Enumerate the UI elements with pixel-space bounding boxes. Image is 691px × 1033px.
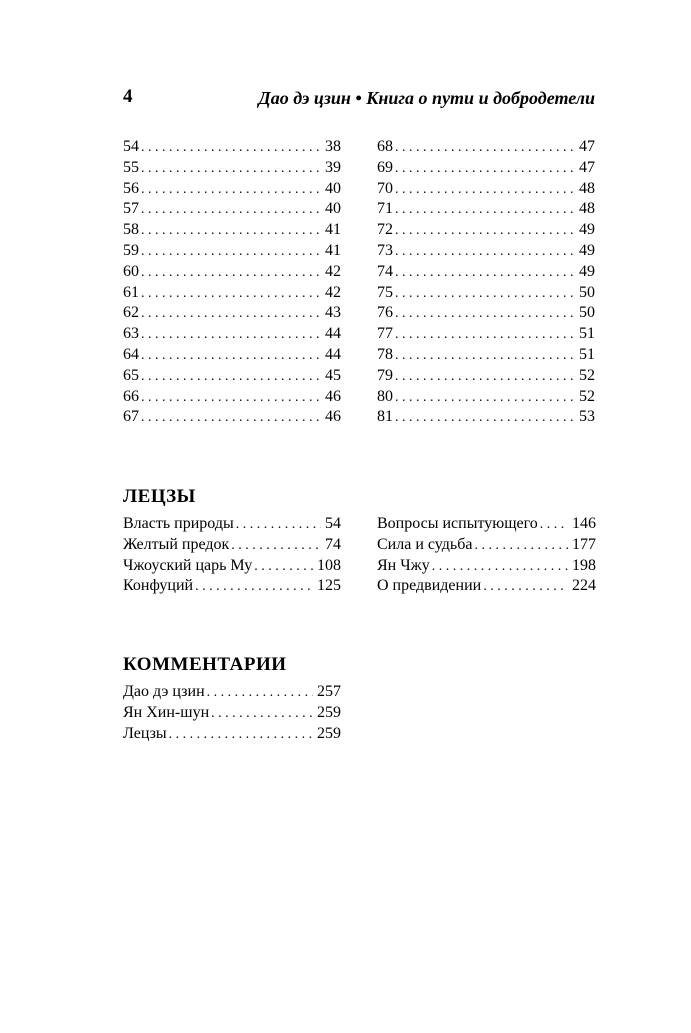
- toc-entry-label: 67: [123, 408, 139, 426]
- toc-entry-label: 61: [123, 283, 139, 301]
- toc-entry-page: 46: [325, 387, 341, 405]
- toc-entry-page: 42: [325, 283, 341, 301]
- toc-entry-label: 81: [377, 408, 393, 426]
- toc-entry-page: 50: [579, 304, 595, 322]
- dot-leader: [141, 284, 321, 305]
- toc-entry: [377, 576, 596, 597]
- dot-leader: [141, 221, 321, 242]
- toc-entry-label: Вопросы испытующего: [377, 515, 538, 532]
- toc-entry-page: 48: [579, 179, 595, 197]
- toc-entry-page: 38: [325, 138, 341, 155]
- toc-entry: [377, 556, 596, 577]
- dot-leader: [141, 242, 321, 263]
- toc-entry-label: 54: [123, 138, 139, 155]
- toc-entry: [123, 324, 341, 345]
- toc-entry-label: 62: [123, 304, 139, 322]
- toc-entry-page: 40: [325, 200, 341, 218]
- toc-entry-page: 41: [325, 241, 341, 259]
- running-title: Дао дэ цзин • Книга о пути и добродетели: [258, 88, 595, 108]
- toc-entry-page: 50: [579, 283, 595, 301]
- toc-entry-page: 39: [325, 158, 341, 176]
- dot-leader: [395, 200, 575, 221]
- toc-entry-label: 80: [377, 387, 393, 405]
- toc-entry-label: 68: [377, 138, 393, 155]
- toc-entry: [377, 407, 595, 428]
- toc-entry-page: 108: [317, 556, 341, 574]
- toc-entry-page: 49: [579, 262, 595, 280]
- toc-entry: [377, 303, 595, 324]
- toc-entry-page: 43: [325, 304, 341, 322]
- toc-entry-label: О предвидении: [377, 577, 482, 595]
- liezi-left-column: [123, 514, 341, 597]
- toc-entry-label: Ян Чжу: [377, 556, 430, 574]
- toc-entry-label: Лецзы: [123, 724, 167, 742]
- dot-leader: [231, 536, 321, 557]
- toc-entry: [377, 241, 595, 262]
- toc-entry-label: 65: [123, 366, 139, 384]
- toc-entry-page: 259: [317, 724, 341, 742]
- toc-entry: [123, 556, 341, 577]
- toc-entry-page: 51: [579, 345, 595, 363]
- dot-leader: [395, 284, 575, 305]
- toc-entry-label: Конфуций: [123, 577, 194, 595]
- dot-leader: [395, 346, 575, 367]
- toc-entry-label: Чжоуский царь Му: [123, 556, 253, 574]
- toc-entry: [123, 179, 341, 200]
- dot-leader: [474, 536, 568, 557]
- dot-leader: [395, 242, 575, 263]
- dot-leader: [254, 557, 313, 578]
- dot-leader: [141, 346, 321, 367]
- toc-entry-label: 56: [123, 179, 139, 197]
- dot-leader: [395, 304, 575, 325]
- toc-entry-label: 58: [123, 221, 139, 239]
- dot-leader: [169, 725, 313, 746]
- toc-entry-page: 146: [572, 515, 596, 532]
- dot-leader: [395, 221, 575, 242]
- toc-entry-page: 74: [325, 535, 341, 553]
- toc-entry-page: 52: [579, 387, 595, 405]
- toc-entry-label: 72: [377, 221, 393, 239]
- chapters-right-column: [377, 137, 595, 428]
- toc-entry-page: 257: [317, 683, 341, 700]
- toc-entry: [123, 576, 341, 597]
- dot-leader: [141, 388, 321, 409]
- toc-entry-label: 76: [377, 304, 393, 322]
- dot-leader: [483, 577, 568, 598]
- toc-entry-label: 66: [123, 387, 139, 405]
- liezi-heading: ЛЕЦЗЫ: [123, 486, 196, 507]
- dot-leader: [141, 200, 321, 221]
- toc-entry-label: Власть природы: [123, 515, 234, 532]
- toc-entry-label: Сила и судьба: [377, 535, 473, 553]
- toc-entry-label: 60: [123, 262, 139, 280]
- toc-entry-page: 125: [317, 577, 341, 595]
- toc-entry-label: 69: [377, 158, 393, 176]
- toc-entry: [123, 703, 341, 724]
- toc-entry: [123, 158, 341, 179]
- page-number: 4: [123, 86, 133, 107]
- dot-leader: [195, 577, 313, 598]
- toc-entry-label: Желтый предок: [123, 535, 230, 553]
- toc-entry-label: 79: [377, 366, 393, 384]
- toc-entry-label: 59: [123, 241, 139, 259]
- toc-entry: [123, 199, 341, 220]
- toc-entry: [123, 220, 341, 241]
- toc-entry-label: 77: [377, 325, 393, 343]
- toc-entry-page: 44: [325, 325, 341, 343]
- dot-leader: [141, 408, 321, 429]
- dot-leader: [395, 388, 575, 409]
- toc-entry-label: 71: [377, 200, 393, 218]
- toc-entry: [123, 303, 341, 324]
- toc-entry-label: 78: [377, 345, 393, 363]
- toc-entry: [123, 262, 341, 283]
- toc-entry: [123, 366, 341, 387]
- dot-leader: [395, 138, 575, 159]
- dot-leader: [395, 180, 575, 201]
- toc-entry-label: Ян Хин-шун: [123, 703, 210, 721]
- toc-entry: [377, 220, 595, 241]
- dot-leader: [207, 683, 313, 704]
- toc-entry: [123, 387, 341, 408]
- toc-entry: [123, 241, 341, 262]
- toc-entry-page: 51: [579, 325, 595, 343]
- toc-entry-label: 63: [123, 325, 139, 343]
- toc-entry: [123, 283, 341, 304]
- toc-entry-page: 198: [572, 556, 596, 574]
- dot-leader: [141, 263, 321, 284]
- toc-entry-page: 49: [579, 221, 595, 239]
- toc-entry: [123, 535, 341, 556]
- toc-entry: [123, 724, 341, 745]
- toc-entry: [377, 179, 595, 200]
- toc-entry-page: 46: [325, 408, 341, 426]
- dot-leader: [141, 180, 321, 201]
- commentary-column: [123, 682, 341, 744]
- toc-entry-page: 42: [325, 262, 341, 280]
- toc-entry: [377, 514, 596, 535]
- toc-entry-page: 49: [579, 241, 595, 259]
- dot-leader: [395, 263, 575, 284]
- toc-entry-label: 64: [123, 345, 139, 363]
- toc-entry-label: 57: [123, 200, 139, 218]
- toc-entry: [123, 682, 341, 703]
- dot-leader: [141, 325, 321, 346]
- toc-entry: [377, 535, 596, 556]
- toc-entry-page: 41: [325, 221, 341, 239]
- toc-entry-page: 224: [572, 577, 596, 595]
- toc-entry-label: 55: [123, 158, 139, 176]
- dot-leader: [141, 367, 321, 388]
- toc-entry-label: 74: [377, 262, 393, 280]
- toc-entry: [123, 407, 341, 428]
- toc-entry-page: 47: [579, 138, 595, 155]
- toc-entry-page: 177: [572, 535, 596, 553]
- toc-entry: [377, 387, 595, 408]
- toc-entry: [377, 137, 595, 158]
- toc-entry: [377, 283, 595, 304]
- toc-entry: [377, 158, 595, 179]
- liezi-right-column: [377, 514, 596, 597]
- toc-entry-label: Дао дэ цзин: [123, 683, 205, 700]
- dot-leader: [395, 367, 575, 388]
- toc-entry: [123, 345, 341, 366]
- toc-entry: [377, 345, 595, 366]
- toc-entry: [123, 137, 341, 158]
- chapters-left-column: [123, 137, 341, 428]
- dot-leader: [432, 557, 568, 578]
- toc-entry-page: 48: [579, 200, 595, 218]
- toc-entry-page: 53: [579, 408, 595, 426]
- toc-entry-page: 45: [325, 366, 341, 384]
- toc-entry-page: 54: [325, 515, 341, 532]
- toc-entry: [377, 324, 595, 345]
- toc-entry-page: 52: [579, 366, 595, 384]
- toc-entry: [377, 199, 595, 220]
- toc-entry: [377, 366, 595, 387]
- toc-entry: [377, 262, 595, 283]
- toc-entry-page: 259: [317, 703, 341, 721]
- dot-leader: [395, 408, 575, 429]
- toc-entry-page: 40: [325, 179, 341, 197]
- dot-leader: [540, 515, 568, 536]
- dot-leader: [211, 704, 313, 725]
- dot-leader: [141, 159, 321, 180]
- commentary-heading: КОММЕНТАРИИ: [123, 654, 287, 675]
- toc-entry-label: 70: [377, 179, 393, 197]
- dot-leader: [236, 515, 321, 536]
- toc-entry-page: 47: [579, 158, 595, 176]
- dot-leader: [141, 138, 321, 159]
- toc-entry: [123, 514, 341, 535]
- dot-leader: [395, 325, 575, 346]
- toc-entry-label: 73: [377, 241, 393, 259]
- toc-entry-page: 44: [325, 345, 341, 363]
- dot-leader: [141, 304, 321, 325]
- dot-leader: [395, 159, 575, 180]
- toc-entry-label: 75: [377, 283, 393, 301]
